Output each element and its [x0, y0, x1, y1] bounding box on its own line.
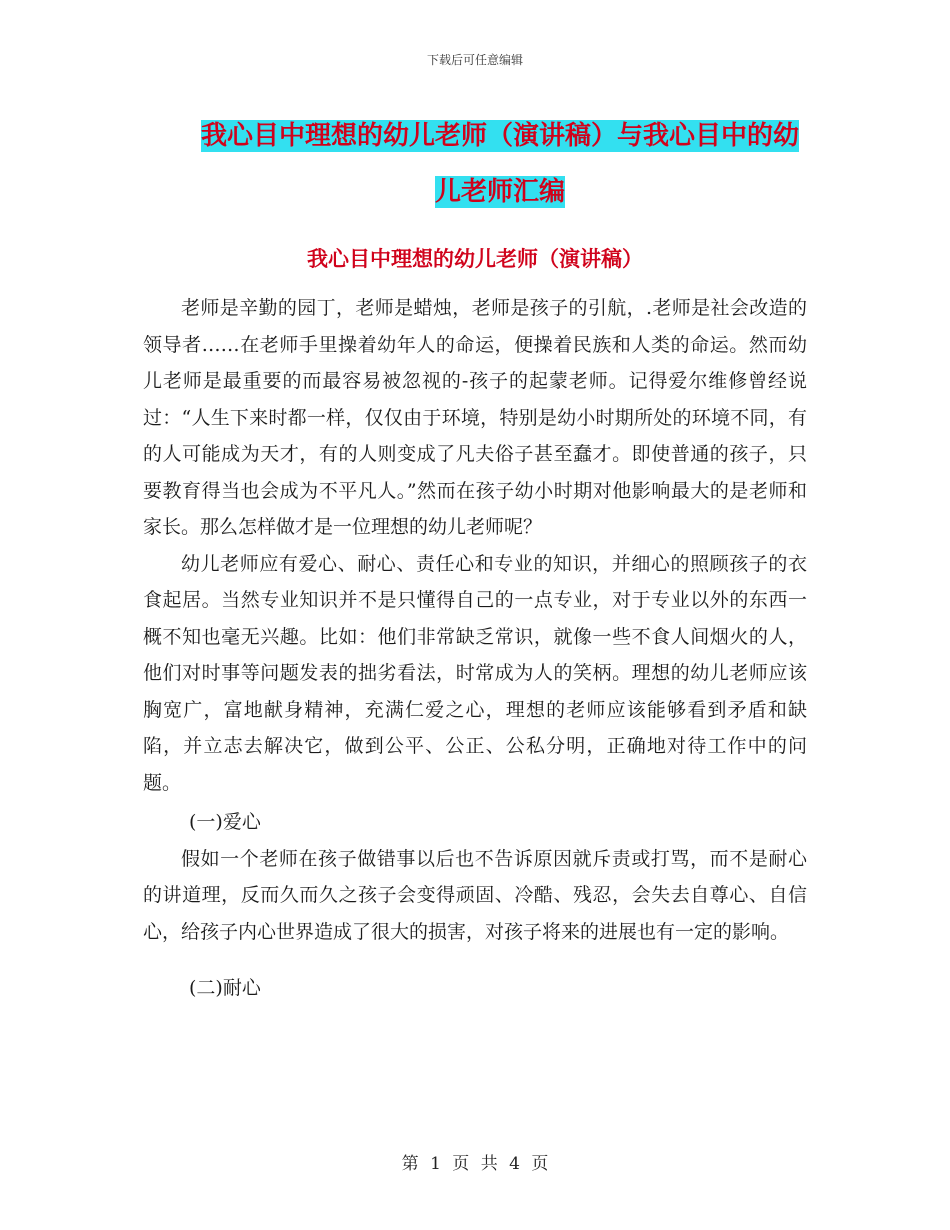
page-header-note: 下载后可任意编辑 — [426, 53, 523, 67]
title-line-2: 儿老师汇编 — [434, 177, 565, 207]
subheading-love: (一)爱心 — [189, 811, 261, 833]
page-number-footer: 第 1 页 共 4 页 — [401, 1154, 549, 1174]
document-title — [150, 108, 850, 220]
title-line-1: 我心目中理想的幼儿老师（演讲稿）与我心目中的幼 — [200, 121, 799, 151]
paragraph-love: 假如一个老师在孩子做错事以后也不告诉原因就斥责或打骂，而不是耐心的讲道理，反而久而久之孩子会变得顽固、冷酷、残忍，会失去自尊心、自信心，给孩子内心世界造成了很大的损害，对孩子将来的进展也有一定的影响。 — [143, 847, 807, 943]
paragraph-intro: 老师是辛勤的园丁，老师是蜡烛，老师是孩子的引航，.老师是社会改造的领导者……在老师手里操着幼年人的命运，便操着民族和人类的命运。然而幼儿老师是最重要的而最容易被忽视的-孩子的起蒙老师。记得爱尔维修曾经说过：“人生下来时都一样，仅仅由于环境，特别是幼小时期所处的环境不同，有的人可能成为天才，有的人则变成了凡夫俗子甚至蠢才。即使普通的孩子，只要教育得当也会成为不平凡人。”然而在孩子幼小时期对他影响最大的是老师和家长。那么怎样做才是一位理想的幼儿老师呢？ — [143, 297, 807, 538]
section-heading: 我心目中理想的幼儿老师（演讲稿） — [307, 247, 643, 271]
body-content — [143, 290, 807, 1007]
subheading-patience: (二)耐心 — [189, 977, 261, 999]
title-highlight — [201, 120, 799, 208]
paragraph-qualities: 幼儿老师应有爱心、耐心、责任心和专业的知识，并细心的照顾孩子的衣食起居。当然专业知识并不是只懂得自己的一点专业，对于专业以外的东西一概不知也毫无兴趣。比如：他们非常缺乏常识，就像一些不食人间烟火的人，他们对时事等问题发表的拙劣看法，时常成为人的笑柄。理想的幼儿老师应该胸宽广，富地献身精神，充满仁爱之心，理想的老师应该能够看到矛盾和缺陷，并立志去解决它，做到公平、公正、公私分明，正确地对待工作中的问题。 — [143, 552, 807, 794]
